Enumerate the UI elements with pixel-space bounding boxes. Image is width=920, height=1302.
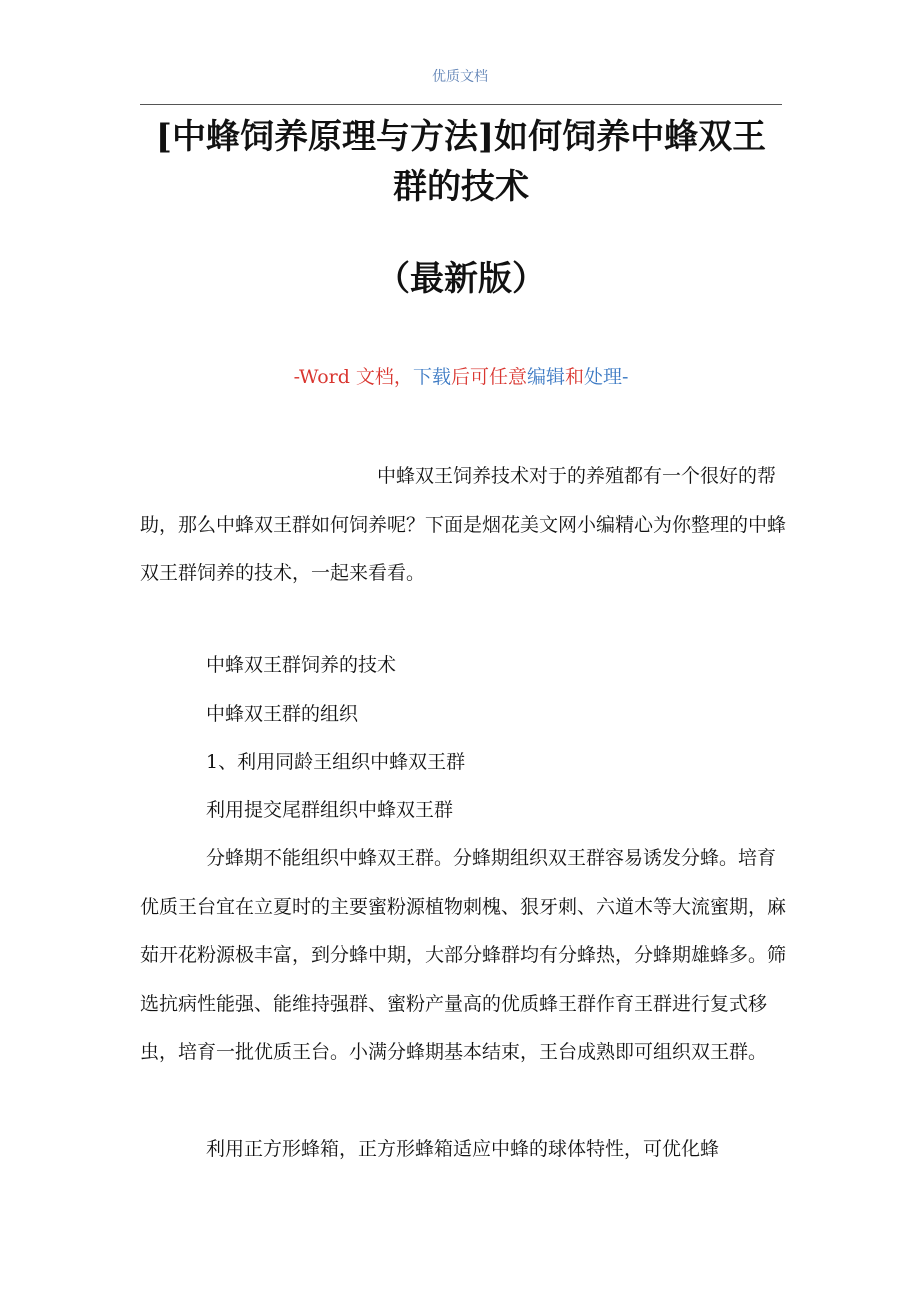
section-heading: 中蜂双王群的组织 bbox=[206, 703, 359, 725]
tagline-part-download: 下载 bbox=[412, 366, 451, 388]
tagline-part-and: 和 bbox=[564, 366, 584, 388]
tagline-part-edit: 编辑 bbox=[526, 366, 565, 388]
document-tagline bbox=[140, 363, 782, 391]
document-subtitle: （最新版） bbox=[376, 259, 546, 299]
document-title: [中蜂饲养原理与方法]如何饲养中蜂双王群的技术 bbox=[155, 117, 767, 207]
body-paragraph: 分蜂期不能组织中蜂双王群。分蜂期组织双王群容易诱发分蜂。培育优质王台宜在立夏时的主要蜜粉源植物刺槐、狠牙刺、六道木等大流蜜期，麻茹开花粉源极丰富，到分蜂中期，大部分蜂群均有分蜂热，分蜂期雄蜂多。筛选抗病性能强、能维持强群、蜜粉产量高的优质蜂王群作育王群进行复式移虫，培育一批优质王台。小满分蜂期基本结束，王台成熟即可组织双王群。 bbox=[140, 847, 787, 1063]
header-divider bbox=[140, 104, 782, 105]
tagline-part-word: -Word 文档， bbox=[293, 366, 413, 388]
page-header-label: 优质文档 bbox=[432, 69, 488, 85]
section-heading: 1、利用同龄王组织中蜂双王群 bbox=[206, 751, 466, 773]
tagline-part-process: 处理- bbox=[584, 366, 629, 388]
intro-paragraph: 中蜂双王饲养技术对于的养殖都有一个很好的帮助，那么中蜂双王群如何饲养呢？下面是烟花美文网小编精心为你整理的中蜂双王群饲养的技术，一起来看看。 bbox=[140, 465, 787, 584]
section-heading: 中蜂双王群饲养的技术 bbox=[206, 654, 397, 676]
body-paragraph: 利用正方形蜂箱，正方形蜂箱适应中蜂的球体特性，可优化蜂 bbox=[206, 1138, 720, 1160]
tagline-part-anytime: 后可任意 bbox=[450, 366, 527, 388]
section-heading: 利用提交尾群组织中蜂双王群 bbox=[206, 799, 454, 821]
